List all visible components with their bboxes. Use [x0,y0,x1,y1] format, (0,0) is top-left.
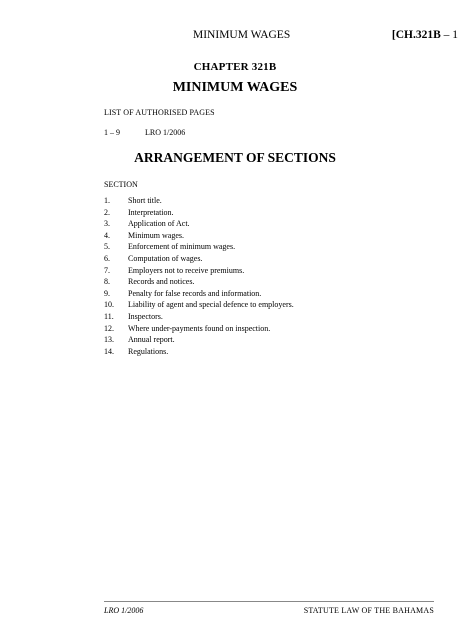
section-title: Computation of wages. [128,253,203,263]
section-list [104,195,294,357]
section-item [104,253,294,265]
section-number: 7. [104,265,110,275]
authorised-pages-revision: LRO 1/2006 [145,128,186,137]
footer-publication: STATUTE LAW OF THE BAHAMAS [303,606,434,615]
section-title: Enforcement of minimum wages. [128,242,236,252]
authorised-pages-heading: LIST OF AUTHORISED PAGES [104,108,215,117]
section-number: 10. [104,300,114,310]
section-item [104,276,294,288]
section-item [104,334,294,346]
section-number: 13. [104,335,114,345]
section-title: Interpretation. [128,207,174,217]
section-number: 4. [104,230,110,240]
section-item [104,218,294,230]
section-item [104,288,294,300]
section-number: 6. [104,253,110,263]
section-title: Liability of agent and special defence to employers. [128,300,294,310]
section-number: 2. [104,207,110,217]
page-number: – 1 [440,29,458,41]
section-item [104,265,294,277]
section-item [104,207,294,219]
section-number: 5. [104,242,110,252]
section-item [104,311,294,323]
section-item [104,323,294,335]
arrangement-title: ARRANGEMENT OF SECTIONS [134,150,336,165]
chapter-number: CHAPTER 321B [193,61,277,73]
section-title: Records and notices. [128,277,195,287]
footer-divider [104,601,434,602]
section-title: Penalty for false records and information. [128,288,262,298]
section-number: 12. [104,323,114,333]
section-item [104,230,294,242]
section-title: Where under-payments found on inspection. [128,323,271,333]
section-column-label: SECTION [104,180,138,189]
section-item [104,195,294,207]
section-item [104,241,294,253]
section-title: Minimum wages. [128,230,184,240]
running-header-chapter-ref [392,28,458,42]
section-number: 8. [104,277,110,287]
section-title: Annual report. [128,335,175,345]
section-number: 3. [104,219,110,229]
section-title: Regulations. [128,346,169,356]
section-item [104,346,294,358]
chapter-title: MINIMUM WAGES [172,80,298,95]
section-item [104,299,294,311]
chapter-reference: [CH.321B [391,29,441,41]
section-number: 1. [104,196,110,205]
section-title: Employers not to receive premiums. [128,265,245,275]
section-number: 11. [104,311,114,321]
section-title: Application of Act. [128,219,190,229]
authorised-pages-row [104,128,185,137]
section-title: Short title. [128,196,162,205]
authorised-pages-range: 1 – 9 [104,128,120,137]
section-number: 14. [104,346,114,356]
section-title: Inspectors. [128,311,163,321]
running-header-title: MINIMUM WAGES [193,29,291,41]
footer-revision: LRO 1/2006 [104,606,144,615]
section-number: 9. [104,288,110,298]
